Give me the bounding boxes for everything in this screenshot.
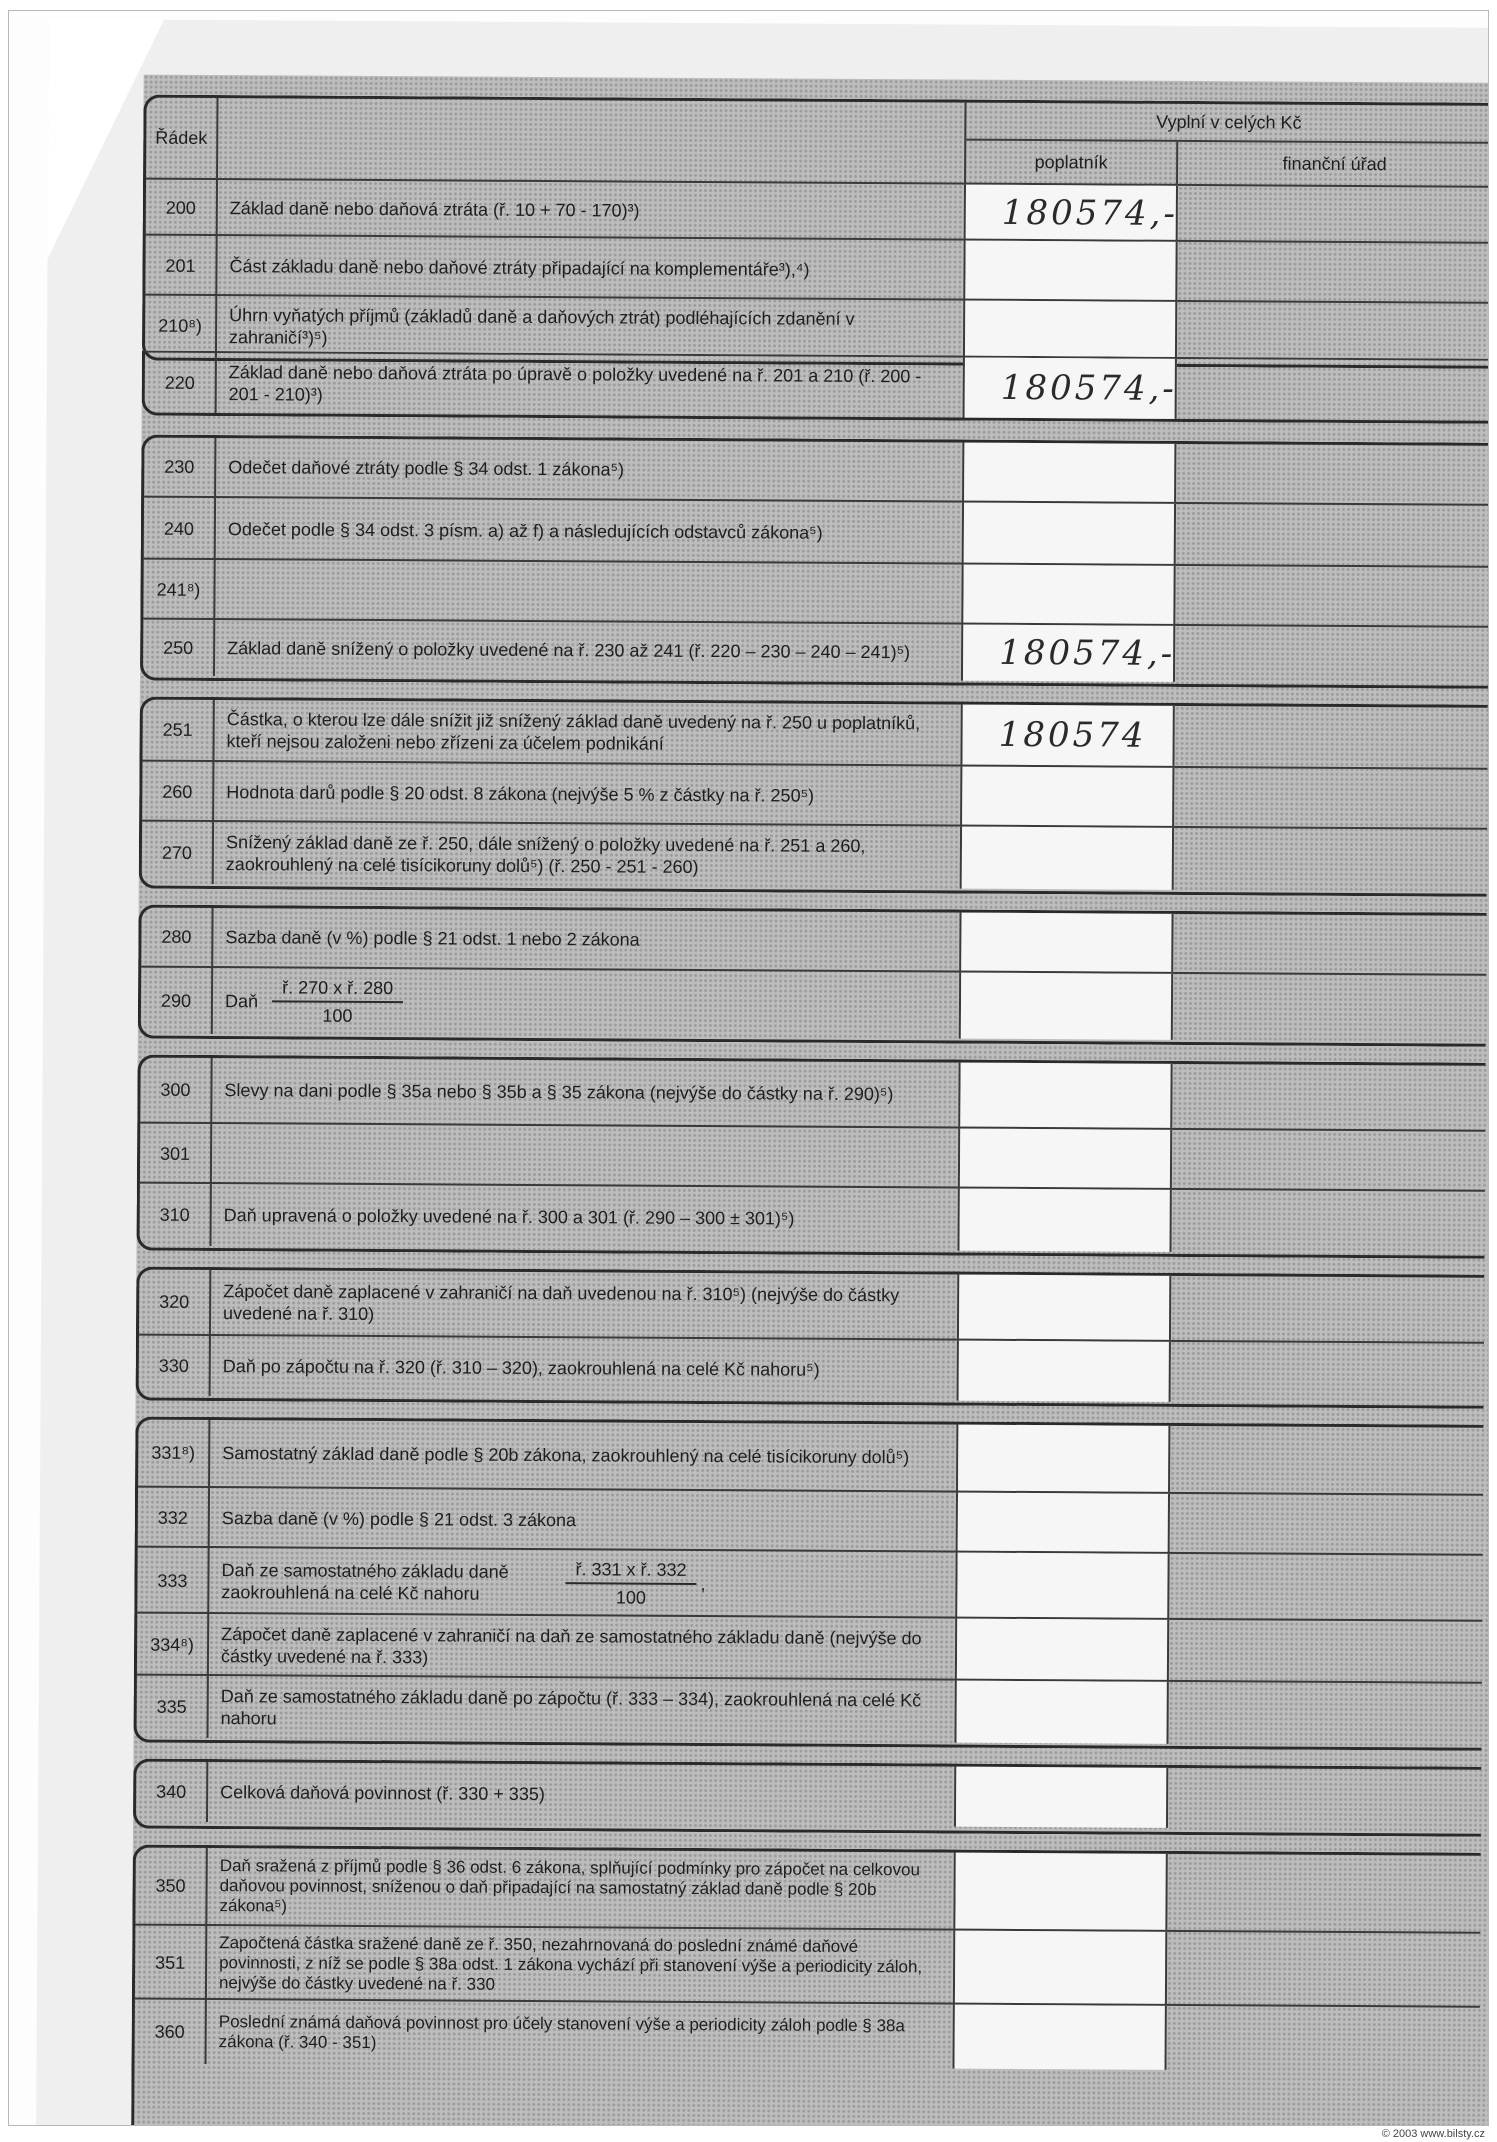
row-332	[138, 1486, 1483, 1556]
row-334	[137, 1612, 1482, 1684]
tax-office-amount[interactable]	[1173, 914, 1486, 974]
row-description: Úhrn vyňatých příjmů (základů daně a daňových ztrát) podléhajících zdanění v zahraničí³)⁵)	[217, 296, 965, 361]
tax-office-amount[interactable]	[1177, 302, 1489, 364]
row-description: Snížený základ daně ze ř. 250, dále snížený o položky uvedené na ř. 251 a 260, zaokrouhlený na celé tisícikoruny dolů⁵) (ř. 250 - 251 - 260)	[214, 822, 962, 889]
row-350	[135, 1848, 1480, 1932]
group-220	[142, 351, 1489, 424]
tax-office-amount[interactable]	[1172, 1064, 1485, 1130]
row-description: Daň po zápočtu na ř. 320 (ř. 310 – 320), zaokrouhlená na celé Kč nahoru⁵)	[211, 1336, 959, 1401]
taxpayer-amount[interactable]	[955, 1853, 1167, 1930]
row-description: Poslední známá daňová povinnost pro účely stanovení výše a periodicity záloh podle § 38a zákona (ř. 340 - 351)	[207, 2000, 955, 2069]
tax-office-amount[interactable]	[1175, 626, 1488, 684]
row-number: 210⁸)	[145, 296, 217, 356]
row-number: 301	[140, 1124, 212, 1184]
taxpayer-amount[interactable]: 180574	[962, 705, 1174, 766]
row-description: Základ daně nebo daňová ztráta (ř. 10 + 70 - 170)³)	[218, 180, 966, 241]
fraction-numerator: ř. 331 x ř. 332	[565, 1558, 696, 1585]
taxpayer-amount[interactable]	[961, 973, 1173, 1040]
row-description: Základ daně nebo daňová ztráta po úpravě o položky uvedené na ř. 201 a 210 (ř. 200 - 201 - 210)³)	[217, 353, 965, 418]
tax-office-amount[interactable]	[1168, 1682, 1481, 1746]
row-number: 260	[142, 762, 214, 822]
taxpayer-amount[interactable]	[959, 1341, 1171, 1402]
row-description: Slevy na dani podle § 35a nebo § 35b a § 35 zákona (nejvýše do částky na ř. 290)⁵)	[212, 1058, 960, 1127]
taxpayer-amount[interactable]	[956, 1767, 1168, 1828]
group-280	[138, 905, 1487, 1047]
row-description: Sazba daně (v %) podle § 21 odst. 3 zákona	[210, 1488, 958, 1553]
taxpayer-amount[interactable]	[958, 1493, 1170, 1554]
taxpayer-amount[interactable]	[954, 2005, 1166, 2070]
group-331	[133, 1417, 1483, 1751]
row-230	[144, 438, 1489, 504]
header-blank	[218, 98, 966, 183]
group-200	[142, 95, 1489, 369]
watermark: © 2003 www.bilsty.cz	[1381, 2128, 1485, 2140]
group-300	[136, 1055, 1485, 1259]
row-333-label: Daň ze samostatného základu daně zaokrouhlená na celé Kč nahoru	[221, 1560, 509, 1604]
row-number: 251	[142, 700, 214, 760]
taxpayer-amount[interactable]	[957, 1553, 1169, 1620]
taxpayer-amount[interactable]	[963, 565, 1175, 626]
row-description: Samostatný základ daně podle § 20b zákona, zaokrouhlený na celé tisícikoruny dolů⁵)	[210, 1420, 958, 1491]
taxpayer-amount[interactable]	[959, 1189, 1171, 1252]
taxpayer-amount[interactable]	[960, 1063, 1172, 1128]
taxpayer-amount[interactable]	[957, 1619, 1169, 1682]
row-201	[145, 234, 1489, 304]
tax-office-amount[interactable]	[1170, 1426, 1483, 1494]
row-number: 280	[141, 908, 213, 966]
tax-office-amount[interactable]	[1171, 1342, 1484, 1404]
row-290	[141, 966, 1486, 1042]
row-number: 350	[135, 1848, 207, 1924]
tax-office-amount[interactable]	[1177, 359, 1489, 421]
row-333	[137, 1546, 1482, 1622]
taxpayer-amount[interactable]	[962, 767, 1174, 828]
formula-fraction	[272, 976, 403, 1027]
row-description: Zápočet daně zaplacené v zahraničí na daň uvedenou na ř. 310⁵) (nejvýše do částky uvedené na ř. 310)	[211, 1270, 959, 1339]
row-310	[140, 1182, 1485, 1254]
row-description[interactable]	[215, 560, 963, 625]
row-description: Odečet daňové ztráty podle § 34 odst. 1 zákona⁵)	[216, 438, 964, 501]
tax-office-amount[interactable]	[1169, 1554, 1482, 1622]
tax-office-amount[interactable]	[1176, 504, 1489, 568]
row-number: 201	[145, 236, 217, 296]
row-320	[139, 1270, 1484, 1342]
tax-office-amount[interactable]	[1176, 444, 1489, 504]
taxpayer-amount[interactable]	[962, 827, 1174, 890]
fraction-denominator: 100	[322, 1005, 353, 1026]
row-number: 360	[135, 2000, 207, 2064]
group-340	[133, 1759, 1481, 1837]
tax-office-amount[interactable]	[1174, 768, 1487, 830]
row-220	[145, 353, 1489, 421]
tax-office-amount[interactable]	[1171, 1276, 1484, 1342]
row-260	[142, 760, 1487, 830]
row-241	[143, 558, 1488, 628]
taxpayer-amount[interactable]	[965, 301, 1177, 362]
taxpayer-amount[interactable]	[965, 241, 1177, 302]
row-300	[140, 1058, 1485, 1130]
header-radek: Řádek	[146, 98, 218, 178]
taxpayer-amount[interactable]	[959, 1275, 1171, 1340]
row-301	[140, 1122, 1485, 1192]
row-335	[137, 1674, 1482, 1746]
tax-office-amount[interactable]	[1170, 1494, 1483, 1556]
row-360	[135, 1998, 1480, 2072]
row-290-label: Daň	[224, 991, 259, 1012]
row-340	[136, 1762, 1481, 1830]
taxpayer-amount[interactable]	[958, 1425, 1170, 1492]
row-240	[144, 496, 1489, 568]
row-number: 340	[136, 1762, 208, 1822]
row-number: 290	[141, 968, 213, 1034]
tax-office-amount[interactable]	[1167, 1932, 1480, 2008]
taxpayer-amount[interactable]	[964, 443, 1176, 502]
form-sheet	[36, 19, 1489, 2126]
row-number: 270	[142, 822, 214, 884]
fraction-denominator: 100	[615, 1587, 646, 1608]
row-description: Započtená částka sražené daně ze ř. 350, nezahrnovaná do poslední známé daňové povinnosti, z níž se podle § 38a odst. 1 zákona vychází při stanovení výše a periodicity záloh, nejvýše do částky uvedené na ř. 330	[207, 1926, 955, 2005]
group-350	[131, 1845, 1481, 2126]
header-vyplni: Vyplní v celých Kč	[966, 103, 1489, 144]
row-280	[141, 908, 1486, 974]
tax-office-amount[interactable]	[1171, 1190, 1484, 1254]
row-number: 310	[140, 1184, 212, 1246]
tax-office-amount[interactable]	[1174, 706, 1487, 768]
tax-office-amount[interactable]	[1177, 242, 1489, 304]
taxpayer-amount[interactable]: 180574,-	[965, 358, 1177, 419]
form-body	[131, 75, 1489, 2126]
tax-office-amount[interactable]	[1168, 1768, 1481, 1830]
row-description: Odečet podle § 34 odst. 3 písm. a) až f) a následujících odstavců zákona⁵)	[216, 498, 964, 565]
row-351	[135, 1924, 1480, 2008]
row-number: 320	[139, 1270, 211, 1334]
row-description: Část základu daně nebo daňové ztráty připadající na komplementáře³),⁴)	[217, 236, 965, 301]
tax-office-amount[interactable]	[1173, 974, 1486, 1042]
formula-fraction	[565, 1558, 696, 1609]
taxpayer-amount[interactable]	[955, 1931, 1167, 2006]
tax-office-amount[interactable]	[1169, 1620, 1482, 1684]
row-number: 333	[137, 1548, 209, 1614]
tax-office-amount[interactable]	[1172, 1130, 1485, 1192]
row-number: 332	[138, 1488, 210, 1548]
taxpayer-amount[interactable]: 180574,-	[966, 185, 1178, 242]
group-251	[139, 697, 1488, 897]
tax-office-amount[interactable]	[1178, 186, 1489, 244]
row-description: Sazba daně (v %) podle § 21 odst. 1 nebo 2 zákona	[213, 908, 961, 971]
row-number: 334⁸)	[137, 1614, 209, 1676]
row-description: Celková daňová povinnost (ř. 330 + 335)	[208, 1762, 956, 1827]
row-description: Základ daně snížený o položky uvedené na ř. 230 až 241 (ř. 220 – 230 – 240 – 241)⁵)	[215, 620, 963, 681]
tax-office-amount[interactable]	[1175, 566, 1488, 628]
row-number: 300	[140, 1058, 212, 1122]
row-number: 250	[143, 620, 215, 676]
fraction-numerator: ř. 270 x ř. 280	[272, 976, 403, 1003]
row-250	[143, 618, 1488, 684]
header-financni-urad: finanční úřad	[1282, 153, 1387, 174]
tax-office-amount[interactable]	[1166, 2006, 1479, 2072]
scan-frame	[8, 10, 1489, 2126]
taxpayer-amount[interactable]	[964, 503, 1176, 566]
taxpayer-amount[interactable]	[956, 1681, 1168, 1744]
row-number: 335	[137, 1676, 209, 1738]
row-number: 240	[144, 498, 216, 560]
row-description: Hodnota darů podle § 20 odst. 8 zákona (nejvýše 5 % z částky na ř. 250⁵)	[214, 762, 962, 827]
row-number: 200	[146, 180, 218, 236]
row-number: 331⁸)	[138, 1420, 210, 1486]
tax-office-amount[interactable]	[1167, 1854, 1480, 1932]
taxpayer-amount[interactable]	[960, 1129, 1172, 1190]
taxpayer-amount[interactable]: 180574,-	[963, 625, 1175, 682]
header-poplatnik: poplatník	[966, 141, 1178, 184]
row-251	[142, 700, 1487, 768]
row-description: Daň upravená o položky uvedené na ř. 300 a 301 (ř. 290 – 300 ± 301)⁵)	[212, 1184, 960, 1251]
row-description[interactable]	[212, 1124, 960, 1189]
row-number: 330	[139, 1336, 211, 1396]
row-description	[209, 1548, 957, 1619]
row-description: Daň sražená z příjmů podle § 36 odst. 6 zákona, splňující podmínky pro zápočet na celkovou daňovou povinnost, sníženou o daň připadající na samostatný základ daně podle § 20b zákona⁵)	[207, 1848, 955, 1929]
row-number: 351	[135, 1926, 207, 2000]
row-description: Zápočet daně zaplacené v zahraničí na daň ze samostatného základu daně (nejvýše do částky uvedené na ř. 333)	[209, 1614, 957, 1681]
row-description	[213, 968, 961, 1039]
row-description: Daň ze samostatného základu daně po zápočtu (ř. 333 – 334), zaokrouhlená na celé Kč nahoru	[209, 1676, 957, 1743]
row-331	[138, 1420, 1483, 1494]
row-270	[142, 820, 1487, 892]
row-330	[139, 1334, 1484, 1404]
group-230	[140, 435, 1489, 689]
row-number: 230	[144, 438, 216, 496]
row-description: Částka, o kterou lze dále snížit již snížený základ daně uvedený na ř. 250 u poplatníků, kteří nejsou založeni nebo zřízeni za účelem podnikání	[214, 700, 962, 765]
taxpayer-amount[interactable]	[961, 913, 1173, 972]
row-number: 241⁸)	[143, 560, 215, 620]
formula-suffix: ,	[700, 1574, 706, 1595]
row-number: 220	[145, 353, 217, 413]
group-320	[136, 1267, 1485, 1409]
tax-office-amount[interactable]	[1174, 828, 1487, 892]
